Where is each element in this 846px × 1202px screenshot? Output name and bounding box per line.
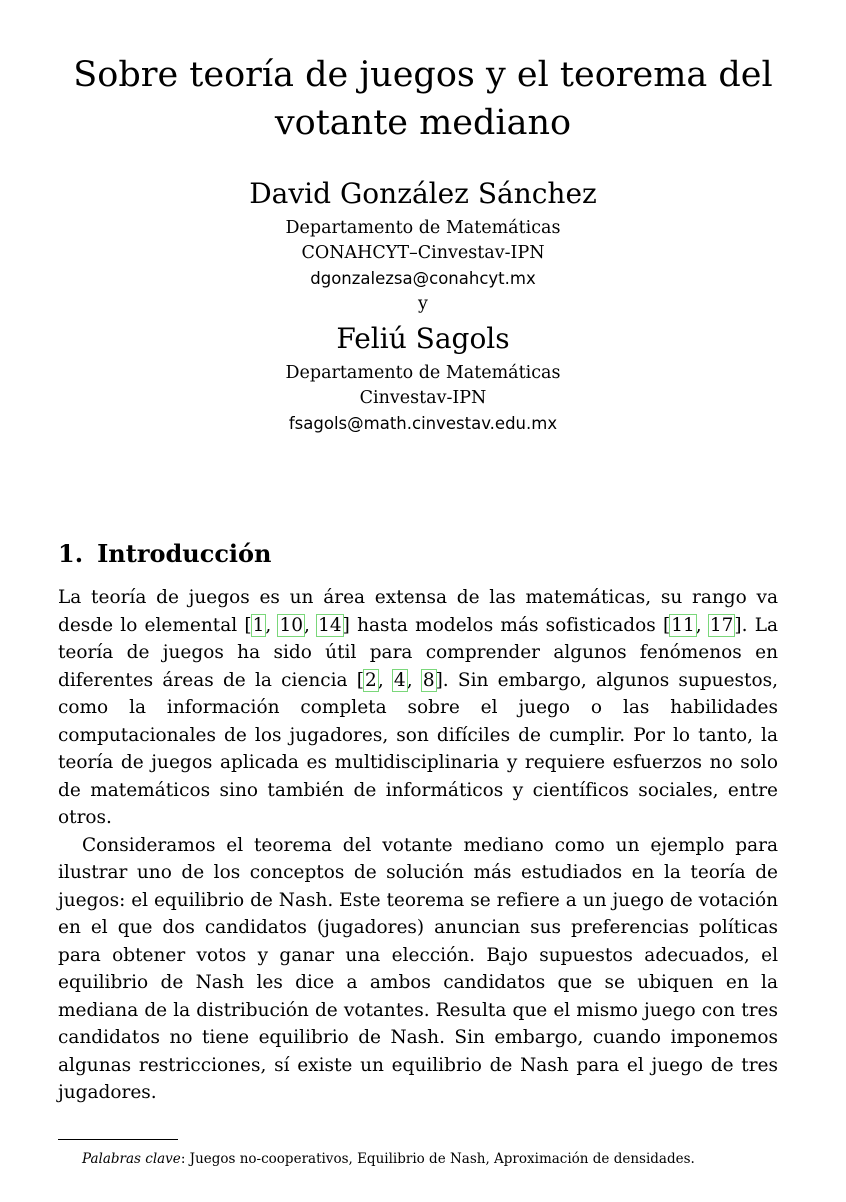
author-institution-2: Cinvestav-IPN	[359, 388, 487, 408]
author-institution-1: CONAHCYT–Cinvestav-IPN	[301, 243, 545, 263]
section-heading	[58, 534, 272, 574]
author-name-2: Feliú Sagols	[336, 322, 510, 355]
author-department-2: Departamento de Matemáticas	[285, 363, 561, 383]
keywords-footnote	[82, 1149, 782, 1169]
keywords-text: : Juegos no-cooperativos, Equilibrio de Nash, Aproximación de densidades.	[180, 1151, 695, 1167]
section-body	[58, 584, 778, 1107]
paragraph-text: ]. Sin embargo, algunos supuestos, como la información completa sobre el juego o las habilidades computacionales de los jugadores, son difíciles de cumplir. Por lo tanto, la teoría de juegos aplicada es multidisciplinaria y requiere esfuerzos no solo de matemáticos sino también de informáticos y científicos sociales, entre otros.	[58, 669, 778, 828]
paragraph-text: La teoría de juegos es un área extensa de las matemáticas, su rango va desde lo elemental [	[58, 587, 778, 636]
author-email-2: fsagols@math.cinvestav.edu.mx	[288, 414, 558, 433]
citation-link[interactable]: 17	[709, 614, 734, 636]
citation-link[interactable]: 2	[365, 669, 377, 691]
citation-separator: ,	[695, 614, 709, 636]
section-number: 1.	[58, 538, 84, 568]
author-name-1: David González Sánchez	[249, 177, 597, 210]
author-email-1: dgonzalezsa@conahcyt.mx	[310, 269, 536, 288]
citation-link[interactable]: 1	[252, 614, 265, 636]
citation-separator: ,	[406, 669, 422, 691]
author-department-1: Departamento de Matemáticas	[285, 218, 561, 238]
citation-link[interactable]: 4	[393, 669, 406, 691]
author-block	[60, 172, 786, 437]
keywords-label: Palabras clave	[82, 1151, 181, 1167]
citation-link[interactable]: 10	[279, 614, 303, 636]
citation-separator: ,	[377, 669, 393, 691]
citation-link[interactable]: 11	[671, 614, 695, 636]
citation-separator: ,	[304, 614, 318, 636]
paper-title: Sobre teoría de juegos y el teorema del votante mediano	[73, 55, 773, 144]
paragraph-text: ]. La teoría de juegos ha sido útil para comprender algunos fenómenos en diferentes áreas de la ciencia [	[58, 614, 779, 691]
paragraph-1	[58, 584, 778, 832]
citation-separator: ,	[265, 614, 279, 636]
citation-link[interactable]: 14	[318, 614, 342, 636]
paragraph-text: ] hasta modelos más sofisticados [	[342, 614, 671, 636]
author-conjunction: y	[418, 294, 428, 314]
paragraph-2: Consideramos el teorema del votante mediano como un ejemplo para ilustrar uno de los conceptos de solución más estudiados en la teoría de juegos: el equilibrio de Nash. Este teorema se refiere a un juego de votación en el que dos candidatos (jugadores) anuncian sus preferencias políticas para obtener votos y ganar una elección. Bajo supuestos adecuados, el equilibrio de Nash les dice a ambos candidatos que se ubiquen en la mediana de la distribución de votantes. Resulta que el mismo juego con tres candidatos no tiene equilibrio de Nash. Sin embargo, cuando imponemos algunas restricciones, sí existe un equilibrio de Nash para el juego de tres jugadores.	[58, 834, 778, 1103]
citation-link[interactable]: 8	[422, 669, 435, 691]
section-title: Introducción	[97, 538, 272, 568]
footnote-rule	[58, 1139, 178, 1140]
